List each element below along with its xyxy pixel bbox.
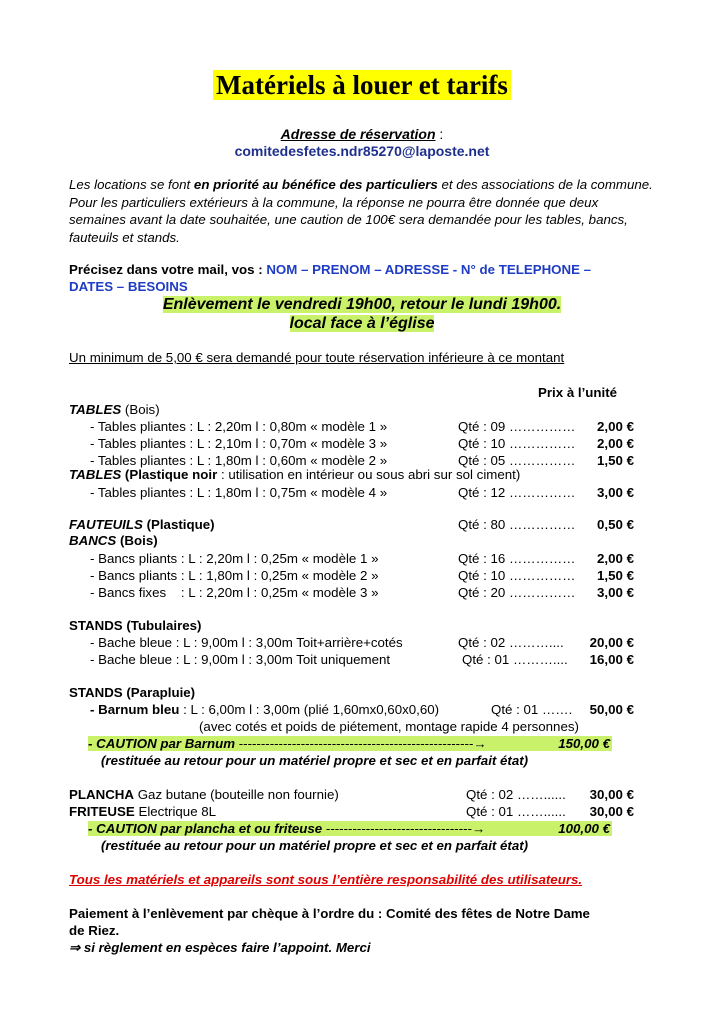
table-row-price: 1,50 €	[597, 453, 634, 468]
caution-barnum-price: 150,00 €	[558, 736, 610, 751]
paiement-line1: Paiement à l’enlèvement par chèque à l’ordre du : Comité des fêtes de Notre Dame	[69, 906, 590, 921]
reservation-label-line: Adresse de réservation :	[280, 126, 444, 142]
caution-plancha-price: 100,00 €	[558, 821, 610, 836]
table-row-qty: Qté : 05 ……………	[458, 453, 576, 468]
caution-plancha-note: (restituée au retour pour un matériel propre et sec et en parfait état)	[101, 838, 529, 853]
table-row: - Bancs pliants : L : 1,80m l : 0,25m « modèle 2 »	[90, 568, 379, 583]
table-row-qty: Qté : 10 ……………	[458, 568, 576, 583]
fauteuils-qty: Qté : 80 ……………	[458, 517, 576, 532]
paiement-line3: ⇒ si règlement en espèces faire l’appoint. Merci	[69, 940, 371, 955]
table-row-qty: Qté : 01 ………....	[462, 652, 568, 667]
fauteuils-price: 0,50 €	[597, 517, 634, 532]
table-row-price: 3,00 €	[597, 485, 634, 500]
precisez-line2: DATES – BESOINS	[69, 279, 188, 294]
caution-barnum-note: (restituée au retour pour un matériel propre et sec et en parfait état)	[101, 753, 529, 768]
table-row: - Bancs fixes : L : 2,20m l : 0,25m « modèle 3 »	[90, 585, 379, 600]
bancs-title: BANCS (Bois)	[69, 533, 158, 548]
plancha-row: PLANCHA Gaz butane (bouteille non fournie)	[69, 787, 339, 802]
table-row: - Tables pliantes : L : 2,20m l : 0,80m « modèle 1 »	[90, 419, 388, 434]
table-row-price: 2,00 €	[597, 419, 634, 434]
table-row-price: 2,00 €	[597, 436, 634, 451]
stands-parapluie-title: STANDS (Parapluie)	[69, 685, 196, 700]
stands-tubulaires-title: STANDS (Tubulaires)	[69, 618, 202, 633]
table-row-qty: Qté : 12 ……………	[458, 485, 576, 500]
table-row-qty: Qté : 10 ……………	[458, 436, 576, 451]
caution-barnum: - CAUTION par Barnum -----------------------------------------------------→	[88, 736, 612, 751]
table-row-price: 20,00 €	[589, 635, 634, 650]
page-title: Matériels à louer et tarifs	[0, 70, 724, 101]
intro-paragraph: Les locations se font en priorité au bénéfice des particuliers et des associations de la commune. Pour les particuliers extérieurs à la commune, la réponse ne pourra être donnée que deux semaines avant la date souhaitée, une caution de 100€ sera demandée pour les tables, bancs, fauteuils et stands.	[69, 177, 653, 245]
price-header: Prix à l’unité	[538, 385, 618, 400]
table-row: - Bancs pliants : L : 2,20m l : 0,25m « modèle 1 »	[90, 551, 379, 566]
table-row: - Tables pliantes : L : 1,80m l : 0,60m « modèle 2 »	[90, 453, 388, 468]
table-row-qty: Qté : 02 ………....	[458, 635, 564, 650]
barnum-note: (avec cotés et poids de piétement, montage rapide 4 personnes)	[199, 719, 579, 734]
table-row: - Bache bleue : L : 9,00m l : 3,00m Toit uniquement	[90, 652, 391, 667]
barnum-price: 50,00 €	[589, 702, 634, 717]
friteuse-row: FRITEUSE Electrique 8L	[69, 804, 217, 819]
table-row-price: 1,50 €	[597, 568, 634, 583]
barnum-row: - Barnum bleu : L : 6,00m l : 3,00m (plié 1,60mx0,60x0,60)	[90, 702, 440, 717]
table-row-price: 2,00 €	[597, 551, 634, 566]
paiement-line2: de Riez.	[69, 923, 120, 938]
fauteuils-title: FAUTEUILS (Plastique)	[69, 517, 215, 532]
table-row: - Bache bleue : L : 9,00m l : 3,00m Toit+arrière+cotés	[90, 635, 403, 650]
table-row: - Tables pliantes : L : 2,10m l : 0,70m « modèle 3 »	[90, 436, 388, 451]
reservation-email[interactable]: comitedesfetes.ndr85270@laposte.net	[234, 143, 490, 159]
plancha-price: 30,00 €	[589, 787, 634, 802]
responsabilite-warning: Tous les matériels et appareils sont sous l’entière responsabilité des utilisateurs.	[69, 872, 583, 887]
minimum-note: Un minimum de 5,00 € sera demandé pour toute réservation inférieure à ce montant	[69, 350, 565, 365]
caution-plancha: - CAUTION par plancha et ou friteuse ---------------------------------→	[88, 821, 612, 836]
table-row-price: 16,00 €	[589, 652, 634, 667]
table-row-qty: Qté : 20 ……………	[458, 585, 576, 600]
tables-bois-title: TABLES (Bois)	[69, 402, 160, 417]
tables-plastique-title: TABLES (Plastique noir : utilisation en intérieur ou sous abri sur sol ciment)	[69, 467, 521, 482]
pickup-line1: Enlèvement le vendredi 19h00, retour le lundi 19h00.	[162, 296, 562, 313]
barnum-qty: Qté : 01 …….	[491, 702, 573, 717]
table-row-qty: Qté : 16 ……………	[458, 551, 576, 566]
plancha-qty: Qté : 02 ……......	[466, 787, 566, 802]
friteuse-qty: Qté : 01 ……......	[466, 804, 566, 819]
precisez-line1: Précisez dans votre mail, vos : NOM – PRENOM – ADRESSE - N° de TELEPHONE –	[69, 262, 592, 277]
table-row-qty: Qté : 09 ……………	[458, 419, 576, 434]
friteuse-price: 30,00 €	[589, 804, 634, 819]
table-row: - Tables pliantes : L : 1,80m l : 0,75m « modèle 4 »	[90, 485, 388, 500]
table-row-price: 3,00 €	[597, 585, 634, 600]
pickup-line2: local face à l’église	[289, 315, 435, 332]
